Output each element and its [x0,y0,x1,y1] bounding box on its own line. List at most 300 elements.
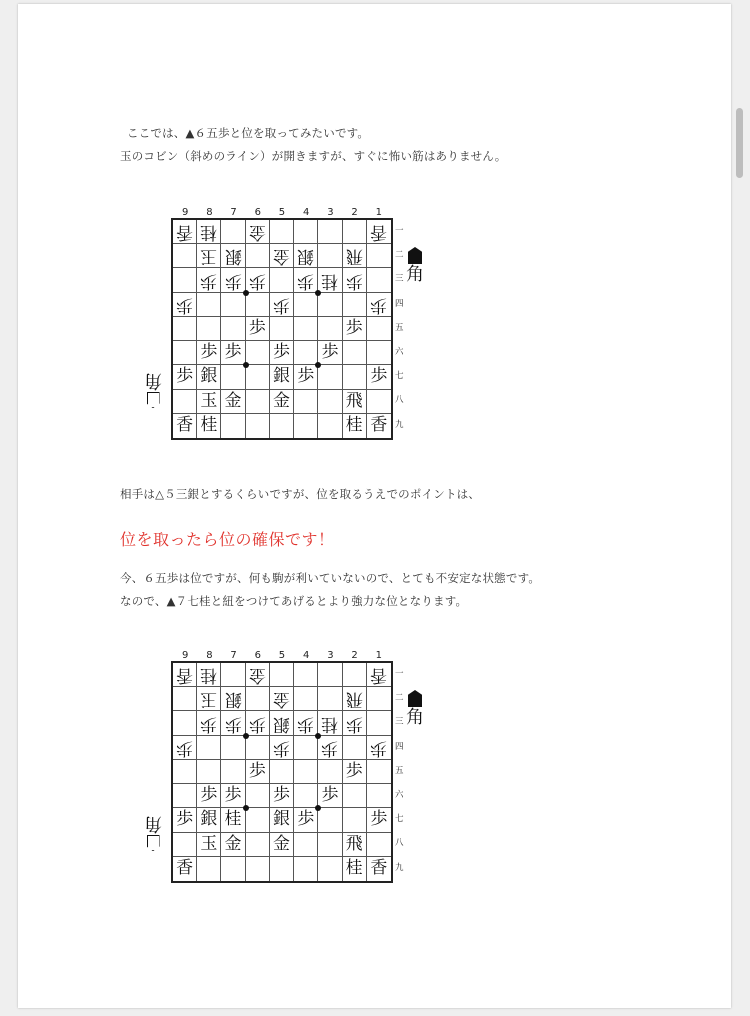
board-square [270,663,294,687]
paragraph-line: ここでは、▲６五歩と位を取ってみたいです。 [127,126,370,140]
star-point [243,805,249,811]
sente-piece: 歩 [297,366,315,387]
rank-numeral: 九 [395,419,404,430]
sente-hand-piece: 角 [406,707,424,728]
gote-piece: 歩 [370,294,388,315]
board-square [197,341,221,365]
board-square [197,808,221,832]
board-square [221,687,245,711]
gote-piece: 香 [176,222,194,243]
file-number: 7 [230,650,237,661]
sente-piece: 歩 [321,785,339,806]
sente-piece: 香 [370,415,388,436]
board-square [246,808,270,832]
sente-piece: 桂 [345,415,363,436]
board-square [318,663,342,687]
shogi-diagram-2 [144,650,431,890]
shogi-board [171,218,393,440]
sente-piece: 桂 [200,415,218,436]
board-square [367,244,391,268]
board-square [173,220,197,244]
gote-piece: 歩 [176,294,194,315]
file-number: 4 [303,207,310,218]
board-square [343,341,367,365]
sente-piece: 金 [272,833,290,854]
sente-hand [406,247,424,284]
board-square [246,784,270,808]
sente-piece: 香 [176,415,194,436]
board-square [246,293,270,317]
gote-piece: 歩 [297,270,315,291]
board-square [294,857,318,881]
board-square [197,760,221,784]
board-square [197,414,221,438]
board-square [197,687,221,711]
board-square [221,317,245,341]
file-number: 2 [351,207,358,218]
gote-piece: 歩 [297,713,315,734]
board-square [270,341,294,365]
board-square [343,317,367,341]
rank-numeral: 六 [395,790,404,801]
board-square [318,317,342,341]
board-square [294,244,318,268]
board-square [221,736,245,760]
board-square [294,711,318,735]
sente-piece: 銀 [200,366,218,387]
board-square [173,268,197,292]
board-square [318,784,342,808]
board-square [367,365,391,389]
board-square [173,293,197,317]
board-square [318,857,342,881]
gote-piece: 銀 [272,713,290,734]
board-square [367,808,391,832]
file-number: 9 [182,650,189,661]
board-square [270,268,294,292]
file-number: 4 [303,650,310,661]
file-number: 6 [254,650,261,661]
gote-piece: 歩 [272,294,290,315]
board-square [343,687,367,711]
board-square [318,711,342,735]
sente-piece: 歩 [272,785,290,806]
board-square [246,833,270,857]
board-square [173,736,197,760]
sente-mark-icon [408,690,422,707]
sente-piece: 歩 [176,809,194,830]
gote-hand [144,814,162,851]
gote-piece: 歩 [345,270,363,291]
gote-piece: 歩 [248,713,266,734]
file-number: 5 [278,650,286,661]
board-square [367,390,391,414]
shogi-board [171,661,393,883]
file-number: 8 [206,650,213,661]
sente-piece: 金 [224,390,242,411]
gote-hand [144,371,162,408]
gote-piece: 桂 [200,222,218,243]
board-square [367,268,391,292]
board-square [197,390,221,414]
board-square [294,663,318,687]
rank-numeral: 二 [395,250,404,261]
board-square [221,365,245,389]
board-square [318,293,342,317]
rank-numeral: 九 [395,862,404,873]
sente-piece: 飛 [345,390,363,411]
board-square [318,414,342,438]
board-square [270,220,294,244]
board-square [197,711,221,735]
board-square [246,317,270,341]
board-square [173,784,197,808]
rank-numeral: 四 [395,298,404,309]
gote-piece: 歩 [224,713,242,734]
board-square [343,784,367,808]
board-square [270,317,294,341]
paragraph-line: なので、▲７七桂と紐をつけてあげるとより強力な位となります。 [120,594,468,608]
board-square [270,784,294,808]
board-square [270,711,294,735]
board-square [343,663,367,687]
sente-piece: 歩 [200,342,218,363]
rank-numeral: 六 [395,347,404,358]
board-square [343,220,367,244]
file-number: 3 [327,207,334,218]
board-square [173,857,197,881]
board-square [221,760,245,784]
board-square [197,365,221,389]
board-square [367,736,391,760]
sente-piece: 歩 [345,317,363,338]
gote-piece: 香 [370,665,388,686]
board-square [221,857,245,881]
board-square [367,784,391,808]
gote-hand-piece: 角 [144,370,162,391]
sente-piece: 玉 [200,833,218,854]
sente-hand-piece: 角 [406,264,424,285]
gote-mark-icon [147,392,160,408]
board-square [367,760,391,784]
board-square [270,293,294,317]
gote-piece: 香 [370,222,388,243]
board-square [221,220,245,244]
sente-piece: 銀 [200,809,218,830]
gote-piece: 銀 [224,246,242,267]
board-square [197,293,221,317]
board-square [294,833,318,857]
gote-piece: 金 [248,665,266,686]
board-square [343,833,367,857]
rank-numeral: 八 [395,838,404,849]
board-square [294,784,318,808]
board-square [343,268,367,292]
file-number: 7 [230,207,237,218]
board-square [343,365,367,389]
rank-numeral: 四 [395,741,404,752]
gote-mark-icon [147,835,160,851]
board-square [270,736,294,760]
board-square [318,220,342,244]
board-square [318,736,342,760]
sente-piece: 桂 [345,858,363,879]
sente-piece: 歩 [370,809,388,830]
board-square [221,390,245,414]
board-square [197,833,221,857]
board-square [343,244,367,268]
file-number: 9 [182,207,189,218]
rank-numeral: 七 [395,814,404,825]
paragraph-line: 相手は△５三銀とするくらいですが、位を取るうえでのポイントは、 [120,487,481,501]
paragraph-line: 玉のコビン（斜めのライン）が開きますが、すぐに怖い筋はありません。 [120,149,507,163]
board-square [367,857,391,881]
board-square [221,293,245,317]
board-square [173,760,197,784]
board-square [294,808,318,832]
board-square [318,365,342,389]
gote-piece: 歩 [321,737,339,758]
board-square [221,414,245,438]
rank-numeral: 三 [395,717,404,728]
file-number: 1 [375,650,382,661]
sente-piece: 歩 [224,342,242,363]
board-square [246,760,270,784]
rank-numeral: 五 [395,322,404,333]
sente-piece: 桂 [224,809,242,830]
gote-piece: 玉 [200,246,218,267]
board-square [343,414,367,438]
sente-piece: 香 [370,858,388,879]
board-square [294,687,318,711]
board-square [270,808,294,832]
board-square [173,244,197,268]
board-square [197,857,221,881]
star-point [315,733,321,739]
sente-piece: 歩 [248,317,266,338]
file-number: 8 [206,207,213,218]
board-square [367,711,391,735]
paragraph-line: 今、６五歩は位ですが、何も駒が利いていないので、とても不安定な状態です。 [120,571,541,585]
file-number: 2 [351,650,358,661]
file-number: 3 [327,650,334,661]
board-square [246,365,270,389]
board-square [221,341,245,365]
shogi-diagram-1 [144,207,431,447]
sente-mark-icon [408,247,422,264]
board-square [343,293,367,317]
sente-piece: 飛 [345,833,363,854]
board-square [246,244,270,268]
sente-piece: 歩 [297,809,315,830]
board-square [173,687,197,711]
board-square [221,663,245,687]
board-square [294,414,318,438]
sente-hand [406,690,424,727]
board-square [367,293,391,317]
board-square [367,663,391,687]
rank-numeral: 一 [395,669,404,680]
rank-numeral: 八 [395,395,404,406]
board-square [197,663,221,687]
board-square [221,784,245,808]
gote-piece: 歩 [248,270,266,291]
gote-piece: 桂 [321,270,339,291]
board-square [246,341,270,365]
board-square [318,687,342,711]
board-square [270,687,294,711]
gote-piece: 歩 [176,737,194,758]
board-square [367,833,391,857]
board-square [173,341,197,365]
gote-piece: 金 [272,689,290,710]
board-square [246,687,270,711]
board-square [343,808,367,832]
board-square [367,687,391,711]
gote-piece: 歩 [200,713,218,734]
gote-piece: 金 [248,222,266,243]
board-square [343,736,367,760]
board-square [246,663,270,687]
gote-piece: 歩 [200,270,218,291]
board-square [246,414,270,438]
document-page [18,4,731,1008]
board-square [197,736,221,760]
board-square [343,760,367,784]
board-square [221,711,245,735]
star-point [315,290,321,296]
board-square [173,317,197,341]
board-square [343,857,367,881]
board-square [270,390,294,414]
gote-piece: 香 [176,665,194,686]
sente-piece: 歩 [224,785,242,806]
board-square [246,736,270,760]
star-point [243,290,249,296]
board-square [367,341,391,365]
sente-piece: 歩 [272,342,290,363]
gote-piece: 歩 [345,713,363,734]
board-square [197,244,221,268]
board-square [221,268,245,292]
board-square [270,365,294,389]
board-square [294,760,318,784]
file-number: 1 [375,207,382,218]
board-square [270,414,294,438]
sente-piece: 歩 [370,366,388,387]
board-square [173,390,197,414]
gote-piece: 歩 [370,737,388,758]
sente-piece: 歩 [200,785,218,806]
gote-piece: 銀 [297,246,315,267]
board-square [246,268,270,292]
scrollbar-thumb[interactable] [736,108,743,178]
gote-hand-piece: 角 [144,813,162,834]
board-square [367,220,391,244]
board-square [294,268,318,292]
board-square [318,244,342,268]
board-square [197,317,221,341]
file-number: 6 [254,207,261,218]
sente-piece: 金 [224,833,242,854]
rank-numeral: 一 [395,226,404,237]
board-square [221,833,245,857]
board-square [246,857,270,881]
rank-numeral: 五 [395,765,404,776]
rank-numeral: 三 [395,274,404,285]
board-square [343,390,367,414]
star-point [243,733,249,739]
sente-piece: 歩 [248,760,266,781]
gote-piece: 歩 [224,270,242,291]
board-square [367,414,391,438]
board-square [294,390,318,414]
sente-piece: 歩 [176,366,194,387]
star-point [243,362,249,368]
board-square [318,341,342,365]
board-square [173,663,197,687]
board-square [343,711,367,735]
gote-piece: 飛 [345,689,363,710]
board-square [270,833,294,857]
board-square [173,808,197,832]
emphasis-heading: 位を取ったら位の確保です！ [120,530,335,549]
board-square [294,220,318,244]
gote-piece: 桂 [321,713,339,734]
board-square [270,857,294,881]
board-square [197,268,221,292]
file-number: 5 [278,207,286,218]
board-square [270,244,294,268]
board-square [173,711,197,735]
gote-piece: 歩 [272,737,290,758]
board-square [246,390,270,414]
gote-piece: 銀 [224,689,242,710]
board-square [294,736,318,760]
board-square [318,808,342,832]
board-square [221,808,245,832]
board-square [294,293,318,317]
board-square [197,784,221,808]
sente-piece: 香 [176,858,194,879]
board-square [173,833,197,857]
board-square [270,760,294,784]
board-square [173,414,197,438]
sente-piece: 金 [272,390,290,411]
board-square [197,220,221,244]
gote-piece: 金 [272,246,290,267]
board-square [246,220,270,244]
board-square [294,317,318,341]
board-square [173,365,197,389]
sente-piece: 銀 [272,366,290,387]
board-square [367,317,391,341]
board-square [246,711,270,735]
gote-piece: 飛 [345,246,363,267]
board-square [318,833,342,857]
rank-numeral: 七 [395,371,404,382]
rank-numeral: 二 [395,693,404,704]
sente-piece: 銀 [272,809,290,830]
board-square [294,365,318,389]
gote-piece: 玉 [200,689,218,710]
board-square [318,390,342,414]
board-square [221,244,245,268]
board-square [294,341,318,365]
board-square [318,760,342,784]
sente-piece: 玉 [200,390,218,411]
gote-piece: 桂 [200,665,218,686]
